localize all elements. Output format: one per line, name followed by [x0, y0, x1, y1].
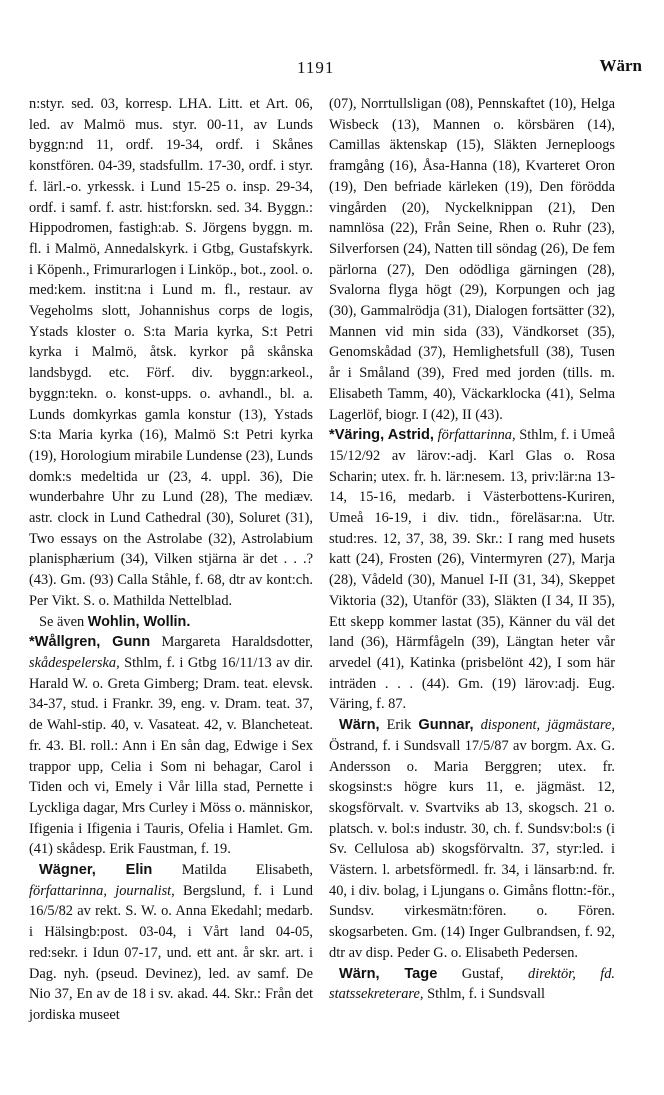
- entry-text: Sthlm, f. i Umeå 15/12/92 av lärov:-adj. Karl Glas o. Rosa Scharin; utex. fr. h. lär:nesem. 13, priv:lär:na 13-14, 15-16, medarb. i Västerbottens-Kuriren, Umeå 16-19, i div. tidn., föreläsar:na. Utr. stud:res. 12, 37, 38, 39. Skr.: I rang med husets katt (24), Frosten (26), Vintermyren (27), Marja (28), Vådeld (30), Manuel I-II (31, 34), Skeppet Viktoria (32), Utanför (33), Släkten (I 34, II 35), Ett skepp kommer lastat (35), Känner du väl det land (36), Härmfågeln (39), Längtan heter vår arvedel (41), Katinka (prisbelönt 42), I som här inträden . . . (44). Gm. (19) lärov:adj. Eug. Väring, f. 87.: [329, 427, 615, 713]
- entry-name: Wärn,: [339, 717, 380, 734]
- entry-wallgren: [29, 632, 313, 860]
- entry-warn-gunnar: [329, 715, 615, 963]
- entry-marker: *: [329, 427, 335, 444]
- entry-given-names: Matilda Elisabeth,: [181, 862, 313, 879]
- entry-name: Wållgren, Gunn: [34, 634, 151, 651]
- page-number: 1191: [297, 58, 335, 77]
- see-also-names: Wohlin, Wollin.: [87, 613, 191, 630]
- entry-text: Bergslund, f. i Lund 16/5/82 av rekt. S. W. o. Anna Ekedahl; medarb. i Hälsingb:post. 03-04, i Vårt land 04-05, red:sekr. i Idun 07-17, und. ett ant. år skr. art. i Dag. nyh. (pseud. Devinez), led. av samf. De Nio 37, En av de 18 i sv. akad. 44. Skr.: Från det jordiska museet: [29, 882, 313, 1023]
- continuation-text: n:styr. sed. 03, korresp. LHA. Litt. et Art. 06, led. av Malmö mus. styr. 00-11, av Lunds byggn:nd 11, ordf. 19-34, ordf. i Skånes konstfören. 04-39, stadsfullm. 17-30, ordf. i styr. f. lärl.-o. yrkessk. i Lund 15-25 o. insp. 29-34, ordf. i samf. f. astr. hist:forskn. sed. 34. Byggn.: Hippodromen, fastigh:ab. S. Jörgens byggn. m. fl. i Malmö, Annedalskyrk. i Gtbg, Gustafskyrk. i Köpenh., Frimurarlogen i Linköp., bot., zool. o. med:kem. instit:na i Lund m. fl., restaur. av Vegeholms slott, Johannishus corps de logis, Ystads kloster o. S:ta Maria kyrka, S:t Petri kyrka i Malmö, åtsk. kyrkor på skånska landsbygd. etc. Förf. div. byggn:arkeol., byggn:tekn. o. konst-upps. o. avhandl., bl. a. Lunds domkyrkas gamla konstur (13), Ystads S:ta Maria kyrka (16), Malmö S:t Petri kyrka (19), Horologium mirabile Lundense (23), Lunds domk:s medeltida ur (23, 4. uppl. 36), Die wunderbahre Uhr zu Lund (28), The mediæv. astr. clock in Lund Cathedral (30), Soluret (31), Two essays on the Astrolabe (32), Astrolabium planisphærium (34), Vilken stjärna är det . . .? (43). Gm. (93) Calla Ståhle, f. 68, dtr av kont:ch. Per Vikt. S. o. Mathilda Nettelblad.: [29, 96, 313, 609]
- entry-name: Wärn, Tage: [339, 965, 438, 982]
- entry-text: Sthlm, f. i Sundsvall: [427, 986, 545, 1003]
- see-also-reference: [29, 612, 313, 633]
- entry-given-bold: Gunnar,: [418, 717, 474, 734]
- entry-occupation: disponent, jägmästare,: [480, 717, 615, 734]
- entry-varing: [329, 425, 615, 715]
- entry-occupation: skådespelerska,: [29, 654, 120, 671]
- entry-marker: *: [29, 634, 35, 651]
- entry-occupation: författarinna,: [437, 427, 516, 444]
- entry-name: Väring, Astrid,: [334, 427, 434, 444]
- entry-wagner: [29, 860, 313, 1026]
- entry-name: Wägner, Elin: [39, 862, 153, 879]
- entry-continuation-right: [329, 94, 615, 425]
- entry-given-pre: Erik: [386, 717, 412, 734]
- entry-given-names: Margareta Haraldsdotter,: [161, 634, 313, 651]
- entry-occupation: författarinna, journalist,: [29, 882, 175, 899]
- entry-warn-tage: [329, 964, 615, 1005]
- entry-continuation-left: [29, 94, 313, 612]
- entry-text: Östrand, f. i Sundsvall 17/5/87 av borgm. Ax. G. Andersson o. Maria Berggren; utex. fr. skogsinst:s högre kurs 11, e. jägmäst. 12, skogsförvalt. v. Svartviks ab 13, skogsch. 21 o. platsch. v. bol:s industr. 30, ch. f. Sundsv:bol:s (i Sv. Cellulosa ab) skogsförvaltn. 37, styr:led. i Västern. l. arbetsförmedl. fr. 34, i länsarb:nd. fr. 40, i div. bolag, i Ljungans o. Gimåns flottn:-för., Sundsv. virkesmätn:fören. o. Fören. skogsarbeten. Gm. (14) Inger Gulbrandsen, f. 92, dtr av disp. Peder G. o. Elisabeth Pedersen.: [329, 737, 615, 961]
- entry-given-names: Gustaf,: [461, 965, 504, 982]
- continuation-text: (07), Norrtullsligan (08), Pennskaftet (10), Helga Wisbeck (13), Mannen o. körsbären (14), Camillas äktenskap (15), Släkten Jerneploogs framgång (16), Åsa-Hanna (18), Kvarteret Oron (19), Den befriade kärleken (19), Den förödda vingården (20), Nyckelknippan (21), Den namnlösa (22), Från Seine, Rhen o. Ruhr (23), Silverforsen (24), Natten till söndag (26), De fem pärlorna (27), Den odödliga gärningen (28), Svalorna flyga högt (29), Korpungen och jag (30), Gammalrödja (31), Dialogen fortsätter (32), Mannen vid min sida (33), Vändkorset (35), Genomskådad (37), Hemlighetsfull (38), Tusen år i Småland (39), Fred med jorden (tills. m. Elisabeth Tamm, 40), Väckarklocka (41), Selma Lagerlöf, biogr. I (42), II (43).: [329, 96, 615, 423]
- entry-occupation: direktör, fd. statssekreterare,: [329, 965, 615, 1003]
- right-column: [329, 94, 615, 1005]
- see-also-prefix: Se även: [39, 613, 85, 630]
- running-head: Wärn: [599, 56, 642, 75]
- entry-text: Sthlm, f. i Gtbg 16/11/13 av dir. Harald W. o. Greta Gimberg; Dram. teat. elevsk. 34-37, stud. i Frankr. 39, eng. v. Dram. teat. 37, de Wahl-stip. 40, v. Vasateat. 42, v. Blancheteat. fr. 43. Bl. roll.: Ann i En sån dag, Edwige i Sex trappor upp, Celia i Som ni behagar, Carol i Tiden och vi, Emely i Vår lilla stad, Pernette i Lyckliga dagar, Mrs Curley i Möss o. människor, Ifigenia i Ifigenia i Tauris, Ofelia i Hamlet. Gm. (41) skådesp. Erik Faustman, f. 19.: [29, 654, 313, 858]
- left-column: [29, 94, 313, 1026]
